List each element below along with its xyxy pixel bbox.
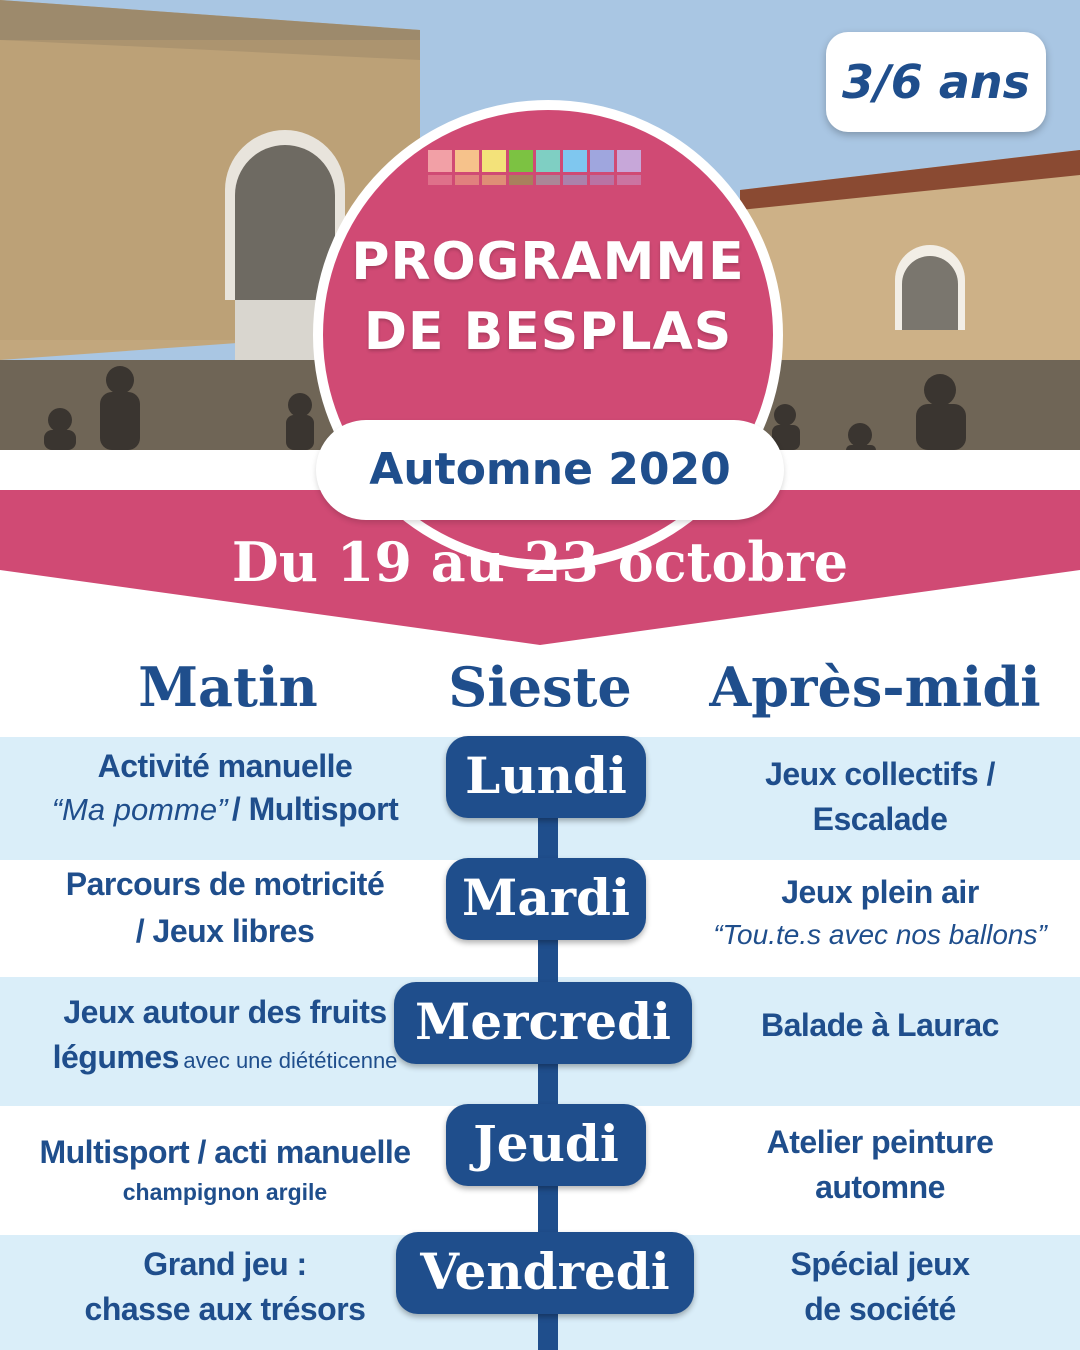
color-swatch-7 [590,175,614,185]
jeudi-matin-line1: Multisport / acti manuelle [39,1134,411,1170]
color-swatch-8 [617,150,641,172]
jeudi-matin-line2: champignon argile [122,1179,328,1205]
mercredi-matin-line1: Jeux autour des fruits [63,994,387,1030]
color-swatch-2 [455,150,479,172]
mercredi-matin-line2b: avec une diététicenne [183,1048,398,1073]
season-label: Automne 2020 [316,420,784,520]
lundi-matin-line1: Activité manuelle [97,748,353,784]
vendredi-apres-line1: Spécial jeux [790,1246,970,1282]
color-swatch-6 [563,175,587,185]
lundi-matin [10,748,440,828]
mardi-apres-line2: “Tou.te.s avec nos ballons” [713,919,1047,950]
mardi-matin-line2: / Jeux libres [135,913,315,949]
mercredi-matin-line2a: légumes [52,1039,179,1075]
title-line-2: DE BESPLAS [363,302,733,362]
color-swatch-5 [536,150,560,172]
color-swatch-1 [428,175,452,185]
vendredi-matin [10,1246,440,1328]
lundi-apres-line2: Escalade [812,801,948,837]
vendredi-matin-line1: Grand jeu : [143,1246,307,1282]
color-swatch-3 [482,175,506,185]
mercredi-matin [10,994,440,1076]
jeudi-apres-line2: automne [815,1169,945,1205]
column-header-apres-midi: Après-midi [709,655,1041,719]
column-header-sieste: Sieste [448,655,632,719]
lundi-matin-line2b: / Multisport [231,791,399,827]
mardi-matin [10,866,440,950]
mardi-apres [680,874,1080,951]
mercredi-apres [680,1007,1080,1044]
title-line-1: PROGRAMME [351,232,745,292]
vendredi-apres [680,1246,1080,1328]
color-swatch-6 [563,150,587,172]
color-swatch-7 [590,150,614,172]
color-swatch-1 [428,150,452,172]
color-swatch-2 [455,175,479,185]
mardi-matin-line1: Parcours de motricité [65,866,385,902]
mardi-apres-line1: Jeux plein air [781,874,979,910]
color-swatch-8 [617,175,641,185]
day-label-lundi: Lundi [446,736,646,818]
jeudi-apres [680,1124,1080,1206]
column-header-matin: Matin [138,655,318,719]
mercredi-apres-line1: Balade à Laurac [761,1007,999,1043]
color-stripe [428,150,641,172]
day-label-mardi: Mardi [446,858,646,940]
color-swatch-4 [509,150,533,172]
date-range: Du 19 au 23 octobre [231,530,849,594]
vendredi-apres-line2: de société [804,1291,956,1327]
age-badge: 3/6 ans [826,32,1046,132]
color-swatch-5 [536,175,560,185]
jeudi-matin [10,1134,440,1206]
color-swatch-4 [509,175,533,185]
lundi-matin-line2a: “Ma pomme” [51,792,228,827]
day-label-vendredi: Vendredi [396,1232,694,1314]
jeudi-apres-line1: Atelier peinture [766,1124,994,1160]
lundi-apres-line1: Jeux collectifs / [765,756,995,792]
day-label-jeudi: Jeudi [446,1104,646,1186]
day-label-mercredi: Mercredi [394,982,692,1064]
color-swatch-3 [482,150,506,172]
color-stripe-reflection [428,175,641,185]
lundi-apres [680,756,1080,838]
vendredi-matin-line2: chasse aux trésors [84,1291,366,1327]
